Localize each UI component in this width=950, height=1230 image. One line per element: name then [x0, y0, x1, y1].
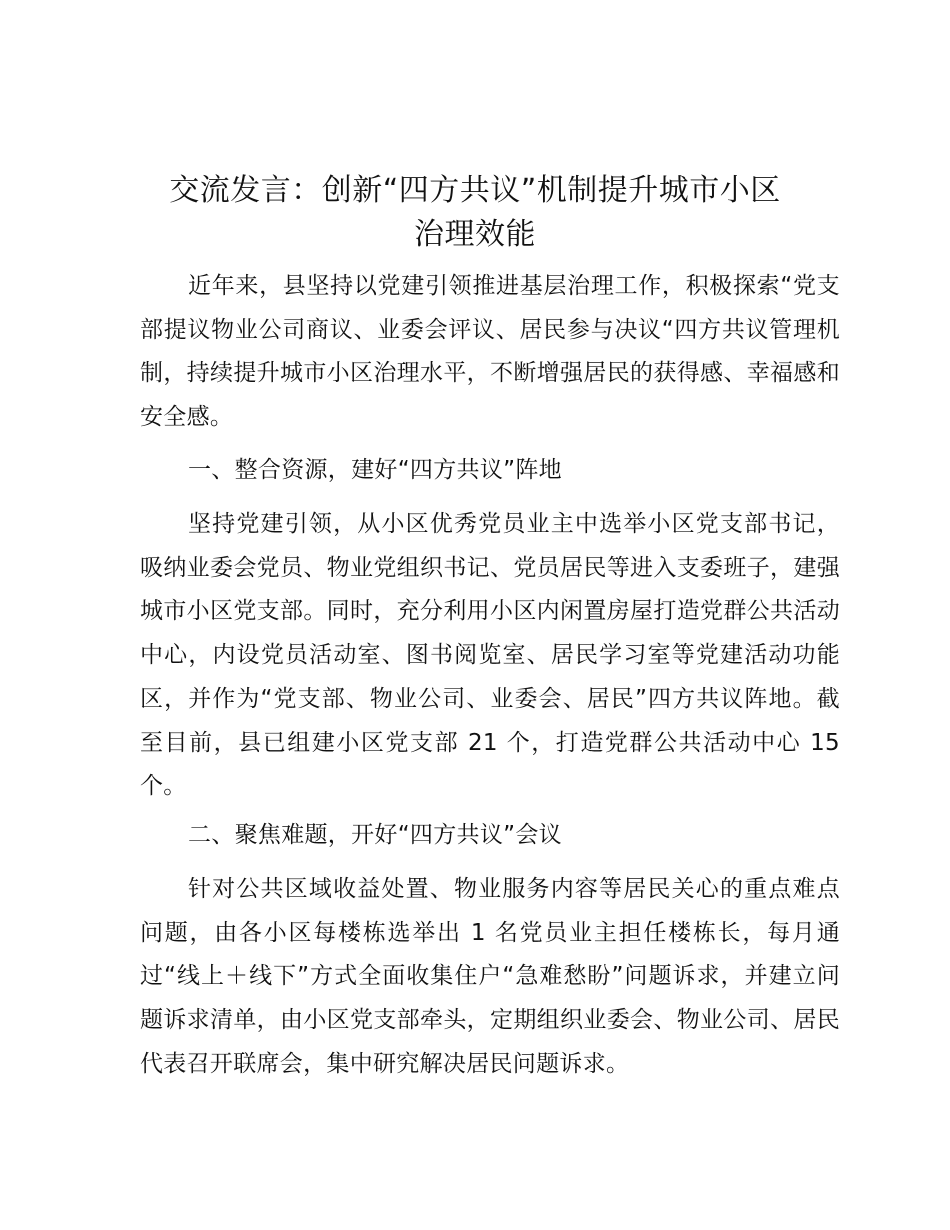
document-title-line-2: 治理效能	[414, 217, 536, 252]
intro-paragraph: 近年来，县坚持以党建引领推进基层治理工作，积极探索“党支部提议物业公司商议、业委会评议、居民参与决议“四方共议管理机制，持续提升城市小区治理水平，不断增强居民的获得感、幸福感和安全感。	[140, 273, 840, 431]
document-title-line-1: 交流发言：创新“四方共议”机制提升城市小区	[169, 173, 781, 208]
section-heading-1: 一、整合资源，建好“四方共议”阵地	[188, 457, 562, 483]
section-1-paragraph: 坚持党建引领，从小区优秀党员业主中选举小区党支部书记，吸纳业委会党员、物业党组织书记、党员居民等进入支委班子，建强城市小区党支部。同时，充分利用小区内闲置房屋打造党群公共活动中心，内设党员活动室、图书阅览室、居民学习室等党建活动功能区，并作为“党支部、物业公司、业委会、居民”四方共议阵地。截至目前，县已组建小区党支部 21 个，打造党群公共活动中心 15 个。	[140, 511, 840, 800]
section-heading-2: 二、聚焦难题，开好“四方共议”会议	[188, 822, 562, 848]
section-2-paragraph: 针对公共区域收益处置、物业服务内容等居民关心的重点难点问题，由各小区每楼栋选举出 1 名党员业主担任楼栋长，每月通过“线上＋线下”方式全面收集住户“急难愁盼”问题诉求，并建立问题诉求清单，由小区党支部牵头，定期组织业委会、物业公司、居民代表召开联席会，集中研究解决居民问题诉求。	[140, 876, 840, 1077]
